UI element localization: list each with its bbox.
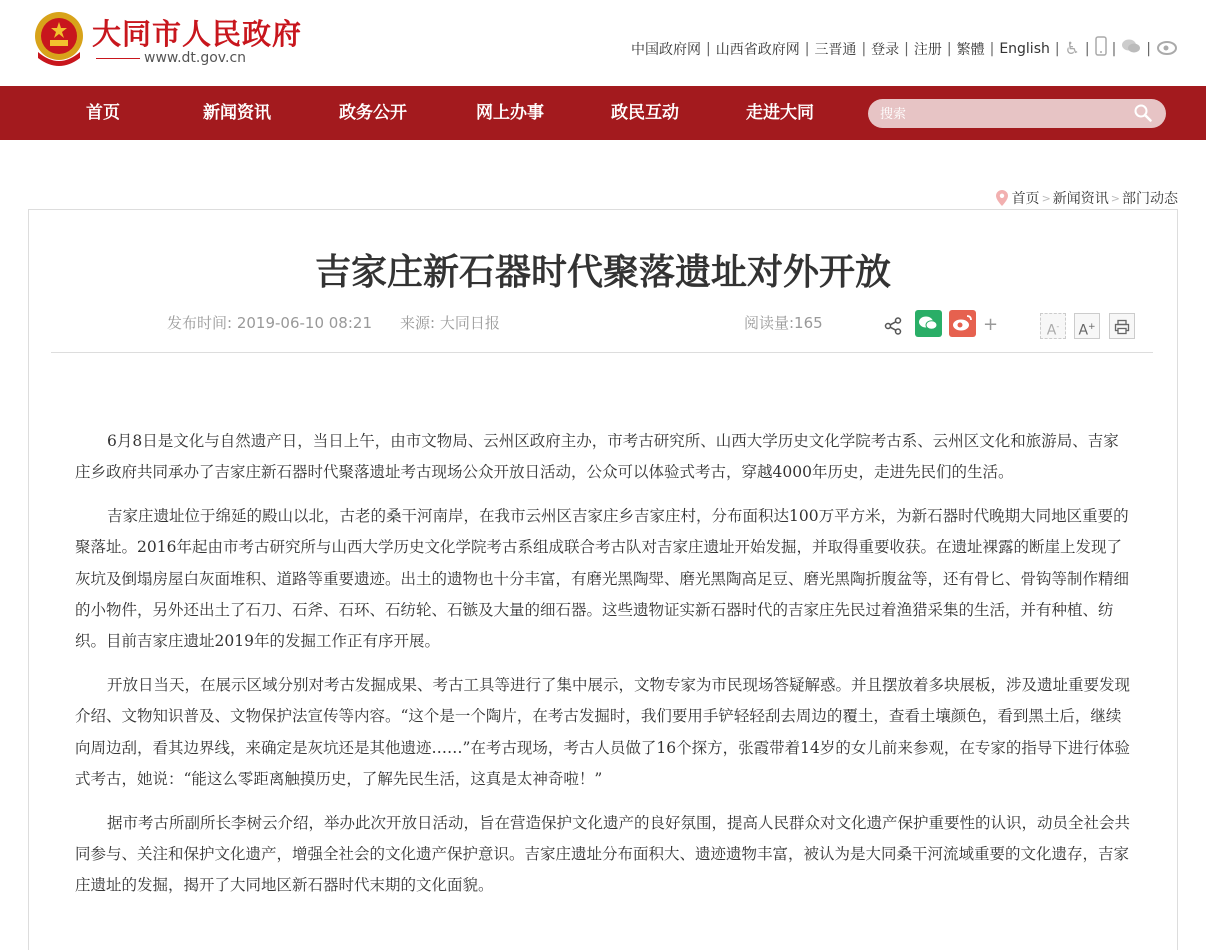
separator: |	[1084, 40, 1090, 57]
link-login[interactable]: 登录	[871, 41, 900, 58]
font-larger-button[interactable]: A+	[1074, 313, 1100, 339]
article-container	[28, 209, 1178, 950]
weibo-icon	[949, 310, 976, 337]
link-traditional[interactable]: 繁體	[956, 41, 985, 58]
printer-icon	[1114, 319, 1130, 335]
font-larger-label: A	[1078, 322, 1089, 339]
search-input[interactable]	[878, 103, 1122, 126]
nav-about-datong[interactable]: 走进大同	[746, 103, 814, 123]
read-count: 阅读量:165	[744, 314, 823, 332]
national-emblem-icon	[30, 8, 88, 70]
site-header	[0, 0, 1206, 86]
separator: |	[989, 40, 995, 57]
breadcrumb	[996, 188, 1178, 208]
accessibility-icon[interactable]: ♿	[1064, 38, 1080, 59]
font-smaller-label: A	[1046, 322, 1057, 339]
article-body	[75, 426, 1133, 914]
breadcrumb-arrow-icon: >	[1041, 191, 1051, 205]
print-button[interactable]	[1109, 313, 1135, 339]
article-source: 来源: 大同日报	[400, 314, 500, 332]
nav-online-services[interactable]: 网上办事	[476, 103, 544, 123]
share-more-button[interactable]: +	[983, 314, 999, 335]
font-smaller-button[interactable]: A-	[1040, 313, 1066, 339]
main-nav	[0, 86, 1206, 140]
search-box	[868, 99, 1166, 128]
breadcrumb-home[interactable]: 首页	[1011, 191, 1040, 207]
wechat-icon	[915, 310, 942, 337]
wechat-icon[interactable]	[1121, 38, 1141, 59]
site-url-text: www.dt.gov.cn	[144, 50, 247, 66]
separator: |	[804, 40, 810, 57]
article-title: 吉家庄新石器时代聚落遗址对外开放	[314, 252, 891, 293]
separator: |	[1054, 40, 1060, 57]
paragraph: 6月8日是文化与自然遗产日，当日上午，由市文物局、云州区政府主办，市考古研究所、山西大学历史文化学院考古系、云州区文化和旅游局、吉家庄乡政府共同承办了吉家庄新石器时代聚落遗址考古现场公众开放日活动，公众可以体验式考古，穿越4000年历史，走进先民们的生活。	[75, 432, 1119, 482]
separator: |	[706, 40, 711, 57]
link-english[interactable]: English	[999, 40, 1050, 57]
paragraph: 开放日当天，在展示区域分别对考古发掘成果、考古工具等进行了集中展示，文物专家为市民现场答疑解惑。并且摆放着多块展板，涉及遗址重要发现介绍、文物知识普及、文物保护法宣传等内容。“这个是一个陶片，在考古发掘时，我们要用手铲轻轻刮去周边的覆土，查看土壤颜色，看到黑土后，继续向周边刮，看其边界线，来确定是灰坑还是其他遗迹……”在考古现场，考古人员做了16个探方，张霞带着14岁的女儿前来参观，在专家的指导下进行体验式考古，她说：“能这么零距离触摸历史，了解先民生活，这真是太神奇啦！”	[75, 676, 1131, 788]
share-icon[interactable]	[884, 317, 902, 335]
breadcrumb-dept-news[interactable]: 部门动态	[1122, 191, 1178, 207]
separator: |	[861, 40, 867, 57]
mobile-icon[interactable]	[1095, 36, 1107, 61]
location-pin-icon	[996, 190, 1008, 206]
link-register[interactable]: 注册	[913, 41, 942, 58]
publish-time: 发布时间: 2019-06-10 08:21	[167, 314, 372, 332]
nav-home[interactable]: 首页	[86, 103, 120, 123]
paragraph: 吉家庄遗址位于绵延的殿山以北，古老的桑干河南岸，在我市云州区吉家庄乡吉家庄村，分布面积达100万平方米，为新石器时代晚期大同地区重要的聚落址。2016年起由市考古研究所与山西大学历史文化学院考古系组成联合考古队对吉家庄遗址开始发掘，并取得重要收获。在遗址裸露的断崖上发现了灰坑及倒塌房屋白灰面堆积、道路等重要遗迹。出土的遗物也十分丰富，有磨光黑陶斝、磨光黑陶高足豆、磨光黑陶折腹盆等，还有骨匕、骨钩等制作精细的小物件，另外还出土了石刀、石斧、石环、石纺轮、石镞及大量的细石器。这些遗物证实新石器时代的吉家庄先民过着渔猎采集的生活，并有种植、纺织。目前吉家庄遗址2019年的发掘工作正有序开展。	[75, 507, 1130, 651]
breadcrumb-arrow-icon: >	[1110, 191, 1120, 205]
site-name[interactable]: 大同市人民政府	[92, 17, 303, 51]
site-url	[92, 50, 302, 66]
separator: |	[1146, 40, 1151, 57]
link-gov-cn[interactable]: 中国政府网	[631, 41, 701, 58]
link-shanxi-gov[interactable]: 山西省政府网	[715, 41, 800, 58]
breadcrumb-news[interactable]: 新闻资讯	[1052, 191, 1109, 207]
weibo-icon[interactable]	[1156, 37, 1178, 60]
nav-gov-affairs[interactable]: 政务公开	[339, 103, 407, 123]
nav-news[interactable]: 新闻资讯	[203, 103, 271, 123]
title-divider	[51, 352, 1153, 353]
share-weibo-button[interactable]	[949, 310, 976, 337]
separator: |	[904, 40, 909, 57]
link-sanjintong[interactable]: 三晋通	[814, 41, 857, 58]
paragraph: 据市考古所副所长李树云介绍，举办此次开放日活动，旨在营造保护文化遗产的良好氛围，提高人民群众对文化遗产保护重要性的认识，动员全社会共同参与、关注和保护文化遗产，增强全社会的文化遗产保护意识。吉家庄遗址分布面积大、遗迹遗物丰富，被认为是大同桑干河流域重要的文化遗存，吉家庄遗址的发掘，揭开了大同地区新石器时代末期的文化面貌。	[75, 813, 1131, 895]
search-icon[interactable]	[1134, 104, 1152, 122]
top-links	[631, 36, 1178, 61]
nav-interaction[interactable]: 政民互动	[611, 103, 679, 123]
separator: |	[1111, 40, 1117, 57]
url-divider	[96, 58, 140, 59]
separator: |	[946, 40, 952, 57]
share-wechat-button[interactable]	[915, 310, 942, 337]
